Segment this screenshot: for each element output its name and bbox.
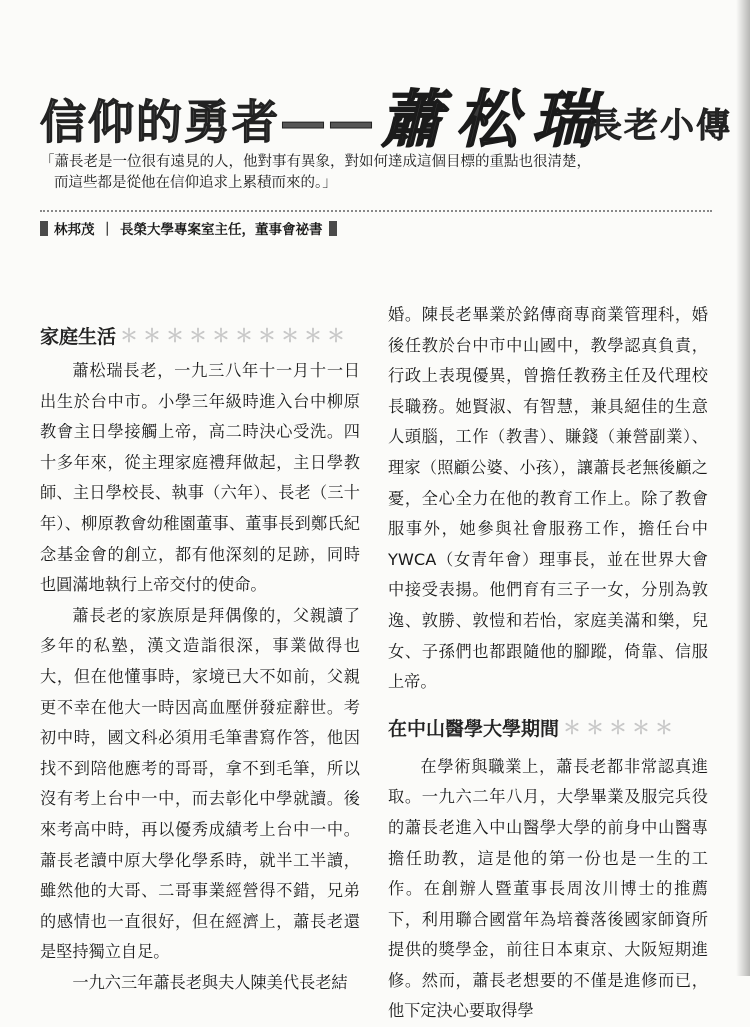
pull-quote <box>40 152 720 194</box>
paragraph: 在學術與職業上，蕭長老都非常認真進取。一九六二年八月，大學畢業及服完兵役的蕭長老進入中山醫學大學的前身中山醫專擔任助教，這是他的第一份也是一生的工作。在創辦人暨董事長周汝川博士的推薦下，利用聯合國當年為培養落後國家師資所提供的獎學金，前往日本東京、大阪短期進修。然而，蕭長老想要的不僅是進修而已，他下定決心要取得學 <box>388 756 708 1021</box>
heading-stars: ＊＊＊＊＊ <box>563 717 679 739</box>
quote-line-1: 「蕭長老是一位很有遠見的人，他對事有異象，對如何達成這個目標的重點也很清楚， <box>40 154 591 170</box>
heading-stars: ＊＊＊＊＊＊＊＊＊＊ <box>120 326 351 347</box>
section-heading-family-label: 家庭生活 <box>40 326 117 348</box>
quote-line-2: 而這些都是從他在信仰追求上累積而來的。」 <box>54 175 337 191</box>
paragraph: 蕭松瑞長老，一九三八年十一月十一日出生於台中市。小學三年級時進入台中柳原教會主日學接觸上帝，高二時決心受洗。四十多年來，從主理家庭禮拜做起，主日學教師、主日學校長、執事（六年）、長老（三十年）、柳原教會幼稚園董事、董事長到鄭氏紀念基金會的創立，都有他深刻的足跡，同時也圓滿地執行上帝交付的使命。 <box>40 361 360 595</box>
section-heading-university <box>388 710 708 748</box>
byline-separator: ｜ <box>100 222 114 238</box>
title-main: 信仰的勇者—— <box>40 95 376 149</box>
column-left <box>40 300 360 998</box>
byline-bar-left <box>40 221 48 236</box>
dotted-divider <box>40 210 712 212</box>
paragraph-continued: 婚。陳長老畢業於銘傳商專商業管理科，婚後任教於台中市中山國中，教學認真負責，行政上表現優異，曾擔任教務主任及代理校長職務。她賢淑、有智慧，兼具絕佳的生意人頭腦，工作（教書）、賺錢（兼營副業）、理家（照顧公婆、小孩），讓蕭長老無後顧之憂，全心全力在他的教育工作上。除了教會服事外，她參與社會服務工作，擔任台中YWCA（女青年會）理事長，並在世界大會中接受表揚。他們育有三子一女，分別為敦逸、敦勝、敦愷和若怡，家庭美滿和樂，兒女、子孫們也都跟隨他的腳蹤，倚靠、信服上帝。 <box>388 305 708 692</box>
byline-bar-right <box>329 221 337 236</box>
section-heading-university-label: 在中山醫學大學期間 <box>388 717 560 740</box>
byline <box>40 218 337 238</box>
section-heading-family <box>40 318 360 356</box>
column-right <box>388 300 708 1027</box>
title-name: 蕭松瑞 <box>380 83 609 156</box>
title-suffix: 長老小傳 <box>588 106 732 146</box>
paragraph: 蕭長老的家族原是拜偶像的，父親讀了多年的私塾，漢文造詣很深，事業做得也大，但在他懂事時，家境已大不如前，父親更不幸在他大一時因高血壓併發症辭世。考初中時，國文科必須用毛筆書寫作答，他因找不到陪他應考的哥哥，拿不到毛筆，所以沒有考上台中一中，而去彰化中學就讀。後來考高中時，再以優秀成績考上台中一中。蕭長老讀中原大學化學系時，就半工半讀，雖然他的大哥、二哥事業經營得不錯，兄弟的感情也一直很好，但在經濟上，蕭長老還是堅持獨立自足。 <box>40 605 360 962</box>
byline-author: 林邦茂 <box>54 222 95 238</box>
byline-position: 長榮大學專案室主任，董事會祕書 <box>120 222 323 238</box>
paragraph: 一九六三年蕭長老與夫人陳美代長老結 <box>72 972 348 992</box>
article-title <box>40 72 740 156</box>
